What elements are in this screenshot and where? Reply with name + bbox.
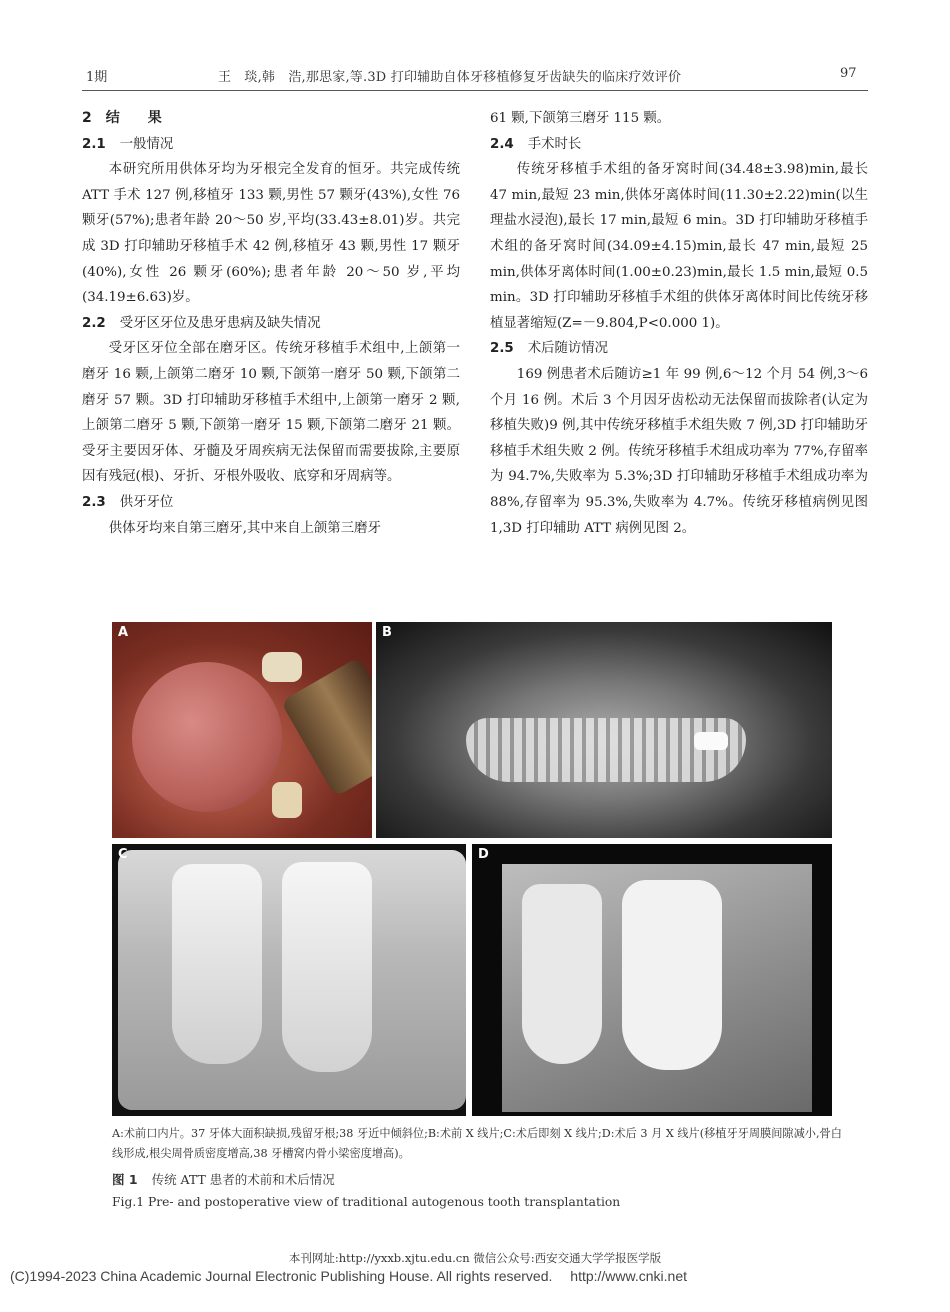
tongue-shape — [132, 662, 282, 812]
paragraph-2-2: 受牙区牙位全部在磨牙区。传统牙移植手术组中,上颌第一磨牙 16 颗,上颌第二磨牙 10 颗,下颌第一磨牙 50 颗,下颌第二磨牙 57 颗。3D 打印辅助牙移植手术组中,上颌第一磨牙 2 颗,上颌第二磨牙 5 颗,下颌第一磨牙 15 颗,下颌第二磨牙 21 颗。受牙主要因牙体、牙髓及牙周疾病无法保留而需要拔除,主要原因有残冠(根)、牙折、牙根外吸收、底穿和牙周病等。 — [82, 341, 460, 485]
footer-journal-info: 本刊网址:http://yxxb.xjtu.edu.cn 微信公众号:西安交通大学学报医学版 — [288, 1251, 662, 1265]
subsection-title: 受牙区牙位及患牙患病及缺失情况 — [119, 315, 321, 331]
panel-label: B — [382, 625, 392, 640]
footer-copyright: (C)1994-2023 China Academic Journal Electronic Publishing House. All rights reserved. http://www.cnki.net — [10, 1268, 687, 1284]
subsection-title: 术后随访情况 — [527, 341, 609, 357]
paragraph-2-4: 传统牙移植手术组的备牙窝时间(34.48±3.98)min,最长 47 min,最短 23 min,供体牙离体时间(11.30±2.22)min(以生理盐水浸泡),最长 17 min,最短 6 min。3D 打印辅助牙移植手术组的备牙窝时间(34.09±4.15)min,最长 47 min,最短 25 min,供体牙离体时间(1.00±0.23)min,最长 1.5 min,最短 0.5 min。3D 打印辅助牙移植手术组的供体牙离体时间比传统牙移植显著缩短(Z=－9.804,P<0.000 1)。 — [490, 162, 868, 331]
tooth-shape — [622, 880, 722, 1070]
figure-panel-c-periapical-xray — [112, 844, 466, 1116]
tooth-shape — [272, 782, 302, 818]
metal-crown-shape — [694, 732, 728, 750]
paragraph-2-3-continued: 61 颗,下颌第三磨牙 115 颗。 — [490, 111, 671, 126]
subsection-heading-2-3 — [82, 490, 460, 516]
subsection-number: 2.3 — [82, 494, 106, 510]
figure-title: 传统 ATT 患者的术前和术后情况 — [151, 1172, 335, 1187]
tooth-shape — [282, 862, 372, 1072]
header-divider — [82, 90, 868, 91]
subsection-title: 供牙牙位 — [119, 494, 174, 510]
dentition-shape — [466, 718, 746, 782]
figure-caption-body: A:术前口内片。37 牙体大面积缺损,残留牙根;38 牙近中倾斜位;B:术前 X 线片;C:术后即刻 X 线片;D:术后 3 月 X 线片(移植牙牙周膜间隙减小,骨白线形成,根尖周骨质密度增高,38 牙槽窝内骨小梁密度增高)。 — [112, 1127, 842, 1160]
subsection-number: 2.5 — [490, 341, 514, 357]
subsection-title: 手术时长 — [527, 136, 582, 152]
figure-caption-english: Fig.1 Pre- and postoperative view of traditional autogenous tooth transplantation — [112, 1195, 621, 1209]
paragraph-2-3: 供体牙均来自第三磨牙,其中来自上颌第三磨牙 — [108, 520, 381, 536]
figure-panel-a-intraoral-photo — [112, 622, 372, 838]
header-page-number: 97 — [840, 66, 857, 81]
subsection-heading-2-4 — [490, 132, 868, 158]
paragraph-2-1: 本研究所用供体牙均为牙根完全发育的恒牙。共完成传统 ATT 手术 127 例,移植牙 133 颗,男性 57 颗牙(43%),女性 76 颗牙(57%);患者年龄 20～50 岁,平均(33.43±8.01)岁。共完成 3D 打印辅助牙移植手术 42 例,移植牙 43 颗,男性 17 颗牙(40%),女性 26 颗牙(60%);患者年龄 20～50 岁,平均(34.19±6.63)岁。 — [82, 162, 460, 306]
figure-panel-d-periapical-xray — [472, 844, 832, 1116]
subsection-heading-2-5 — [490, 336, 868, 362]
figure-1 — [112, 622, 832, 1116]
figure-number: 图 1 — [112, 1172, 138, 1187]
paragraph-2-5: 169 例患者术后随访≥1 年 99 例,6～12 个月 54 例,3～6 个月 16 例。术后 3 个月因牙齿松动无法保留而拔除者(认定为移植失败)9 例,其中传统牙移植手术组失败 7 例,3D 打印辅助牙移植手术组失败 2 例。传统牙移植手术组成功率为 77%,存留率为 94.7%,失败率为 5.3%;3D 打印辅助牙移植手术组成功率为 88%,存留率为 95.3%,失败率为 4.7%。传统牙移植病例见图 1,3D 打印辅助 ATT 病例见图 2。 — [490, 366, 868, 536]
tooth-shape — [172, 864, 262, 1064]
header-title: 王 琰,韩 浩,那思家,等.3D 打印辅助自体牙移植修复牙齿缺失的临床疗效评价 — [218, 70, 682, 85]
figure-caption-chinese — [112, 1170, 852, 1190]
left-column — [82, 106, 460, 541]
figure-panel-b-panoramic-xray — [376, 622, 832, 838]
panel-label: A — [118, 625, 129, 640]
subsection-heading-2-1 — [82, 132, 460, 158]
subsection-title: 一般情况 — [119, 136, 174, 152]
tooth-shape — [522, 884, 602, 1064]
subsection-heading-2-2 — [82, 311, 460, 337]
header-issue: 1期 — [86, 70, 108, 85]
subsection-number: 2.4 — [490, 136, 514, 152]
section-heading-results: 2 结 果 — [82, 110, 162, 126]
panel-label: C — [118, 847, 128, 862]
panel-label: D — [478, 847, 489, 862]
subsection-number: 2.1 — [82, 136, 106, 152]
right-column — [490, 106, 868, 541]
tooth-shape — [262, 652, 302, 682]
subsection-number: 2.2 — [82, 315, 106, 331]
